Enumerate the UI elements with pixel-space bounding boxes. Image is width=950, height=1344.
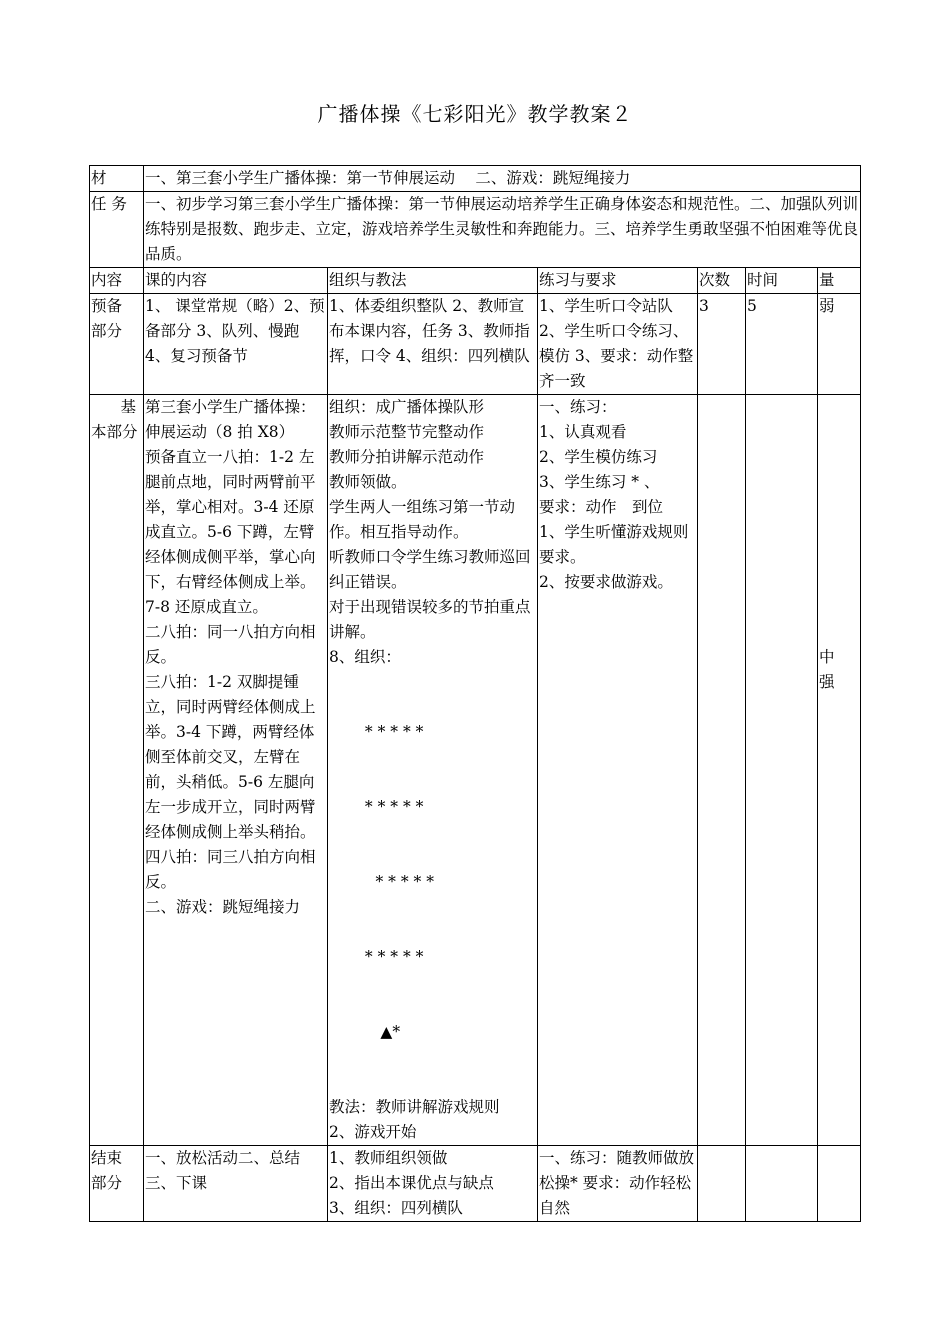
prep-practice: 1、学生听口令站队 2、学生听口令练习、模仿 3、要求：动作整齐一致 (538, 294, 698, 395)
header-count: 次数 (698, 268, 746, 294)
prep-count: 3 (698, 294, 746, 395)
prep-load: 弱 (818, 294, 861, 395)
formation-row: * * * * * (329, 948, 424, 966)
formation-teacher-marker: ▲* (329, 1023, 401, 1041)
basic-organization (328, 395, 538, 1146)
prep-row (90, 294, 861, 395)
material-row (90, 166, 861, 192)
prep-part-label: 预备 部分 (90, 294, 144, 395)
end-row (90, 1146, 861, 1222)
end-count (698, 1146, 746, 1222)
basic-part-label: 基本部分 (90, 395, 144, 1146)
prep-time: 5 (746, 294, 818, 395)
material-label: 材 (90, 166, 144, 192)
basic-load-cell (818, 395, 861, 1146)
header-time: 时间 (746, 268, 818, 294)
header-part: 内容 (90, 268, 144, 294)
basic-content: 第三套小学生广播体操：伸展运动（8 拍 X8） 预备直立一八拍：1-2 左腿前点地，同时两臂前平举，掌心相对。3-4 还原成直立。5-6 下蹲，左臂经体侧成侧平举，掌心向下，右臂经体侧成上举。7-8 还原成直立。 二八拍：同一八拍方向相反。 三八拍：1-2 双脚提锺立，同时两臂经体侧成上举。3-4 下蹲，两臂经体侧至体前交叉，左臂在前，头稍低。5-6 左腿向左一步成开立，同时两臂经体侧成侧上举头稍抬。 四八拍：同三八拍方向相反。 二、游戏：跳短绳接力 (144, 395, 328, 1146)
end-part-label: 结束 部分 (90, 1146, 144, 1222)
basic-practice: 一、练习： 1、认真观看 2、学生模仿练习 3、学生练习 * 、 要求：动作 到位 1、学生听懂游戏规则要求。 2、按要求做游戏。 (538, 395, 698, 1146)
material-content: 一、第三套小学生广播体操：第一节伸展运动 二、游戏：跳短绳接力 (144, 166, 861, 192)
task-label: 任 务 (90, 192, 144, 268)
formation-row: * * * * * (329, 873, 434, 891)
header-organization: 组织与教法 (328, 268, 538, 294)
end-time (746, 1146, 818, 1222)
formation-row: * * * * * (329, 798, 424, 816)
header-load: 量 (818, 268, 861, 294)
basic-method-text: 教法：教师讲解游戏规则 2、游戏开始 (329, 1098, 500, 1141)
basic-organization-text: 组织：成广播体操队形 教师示范整节完整动作 教师分拍讲解示范动作 教师领做。 学生两人一组练习第一节动作。相互指导动作。 听教师口令学生练习教师巡回纠正错误。 对于出现错误较多的节拍重点讲解。 8、组织： (329, 398, 531, 666)
header-content: 课的内容 (144, 268, 328, 294)
basic-time (746, 395, 818, 1146)
formation-diagram (329, 670, 536, 1095)
document-title: 广播体操《七彩阳光》教学教案２ (317, 102, 633, 126)
basic-row (90, 395, 861, 1146)
prep-content: 1、 课堂常规（略）2、预备部分 3、队列、慢跑 4、复习预备节 (144, 294, 328, 395)
header-practice: 练习与要求 (538, 268, 698, 294)
lesson-plan-table (89, 165, 861, 1222)
basic-load: 中 强 (819, 648, 835, 691)
end-practice: 一、练习：随教师做放松操* 要求：动作轻松自然 (538, 1146, 698, 1222)
formation-row: * * * * * (329, 723, 424, 741)
prep-organization: 1、体委组织整队 2、教师宣布本课内容，任务 3、教师指挥，口令 4、组织：四列横队 (328, 294, 538, 395)
end-load (818, 1146, 861, 1222)
basic-count (698, 395, 746, 1146)
end-organization: 1、教师组织领做 2、指出本课优点与缺点 3、组织：四列横队 (328, 1146, 538, 1222)
header-row (90, 268, 861, 294)
end-content: 一、放松活动二、总结三、下课 (144, 1146, 328, 1222)
task-row (90, 192, 861, 268)
task-content: 一、初步学习第三套小学生广播体操：第一节伸展运动培养学生正确身体姿态和规范性。二、加强队列训练特别是报数、跑步走、立定，游戏培养学生灵敏性和奔跑能力。三、培养学生勇敢坚强不怕困难等优良品质。 (144, 192, 861, 268)
